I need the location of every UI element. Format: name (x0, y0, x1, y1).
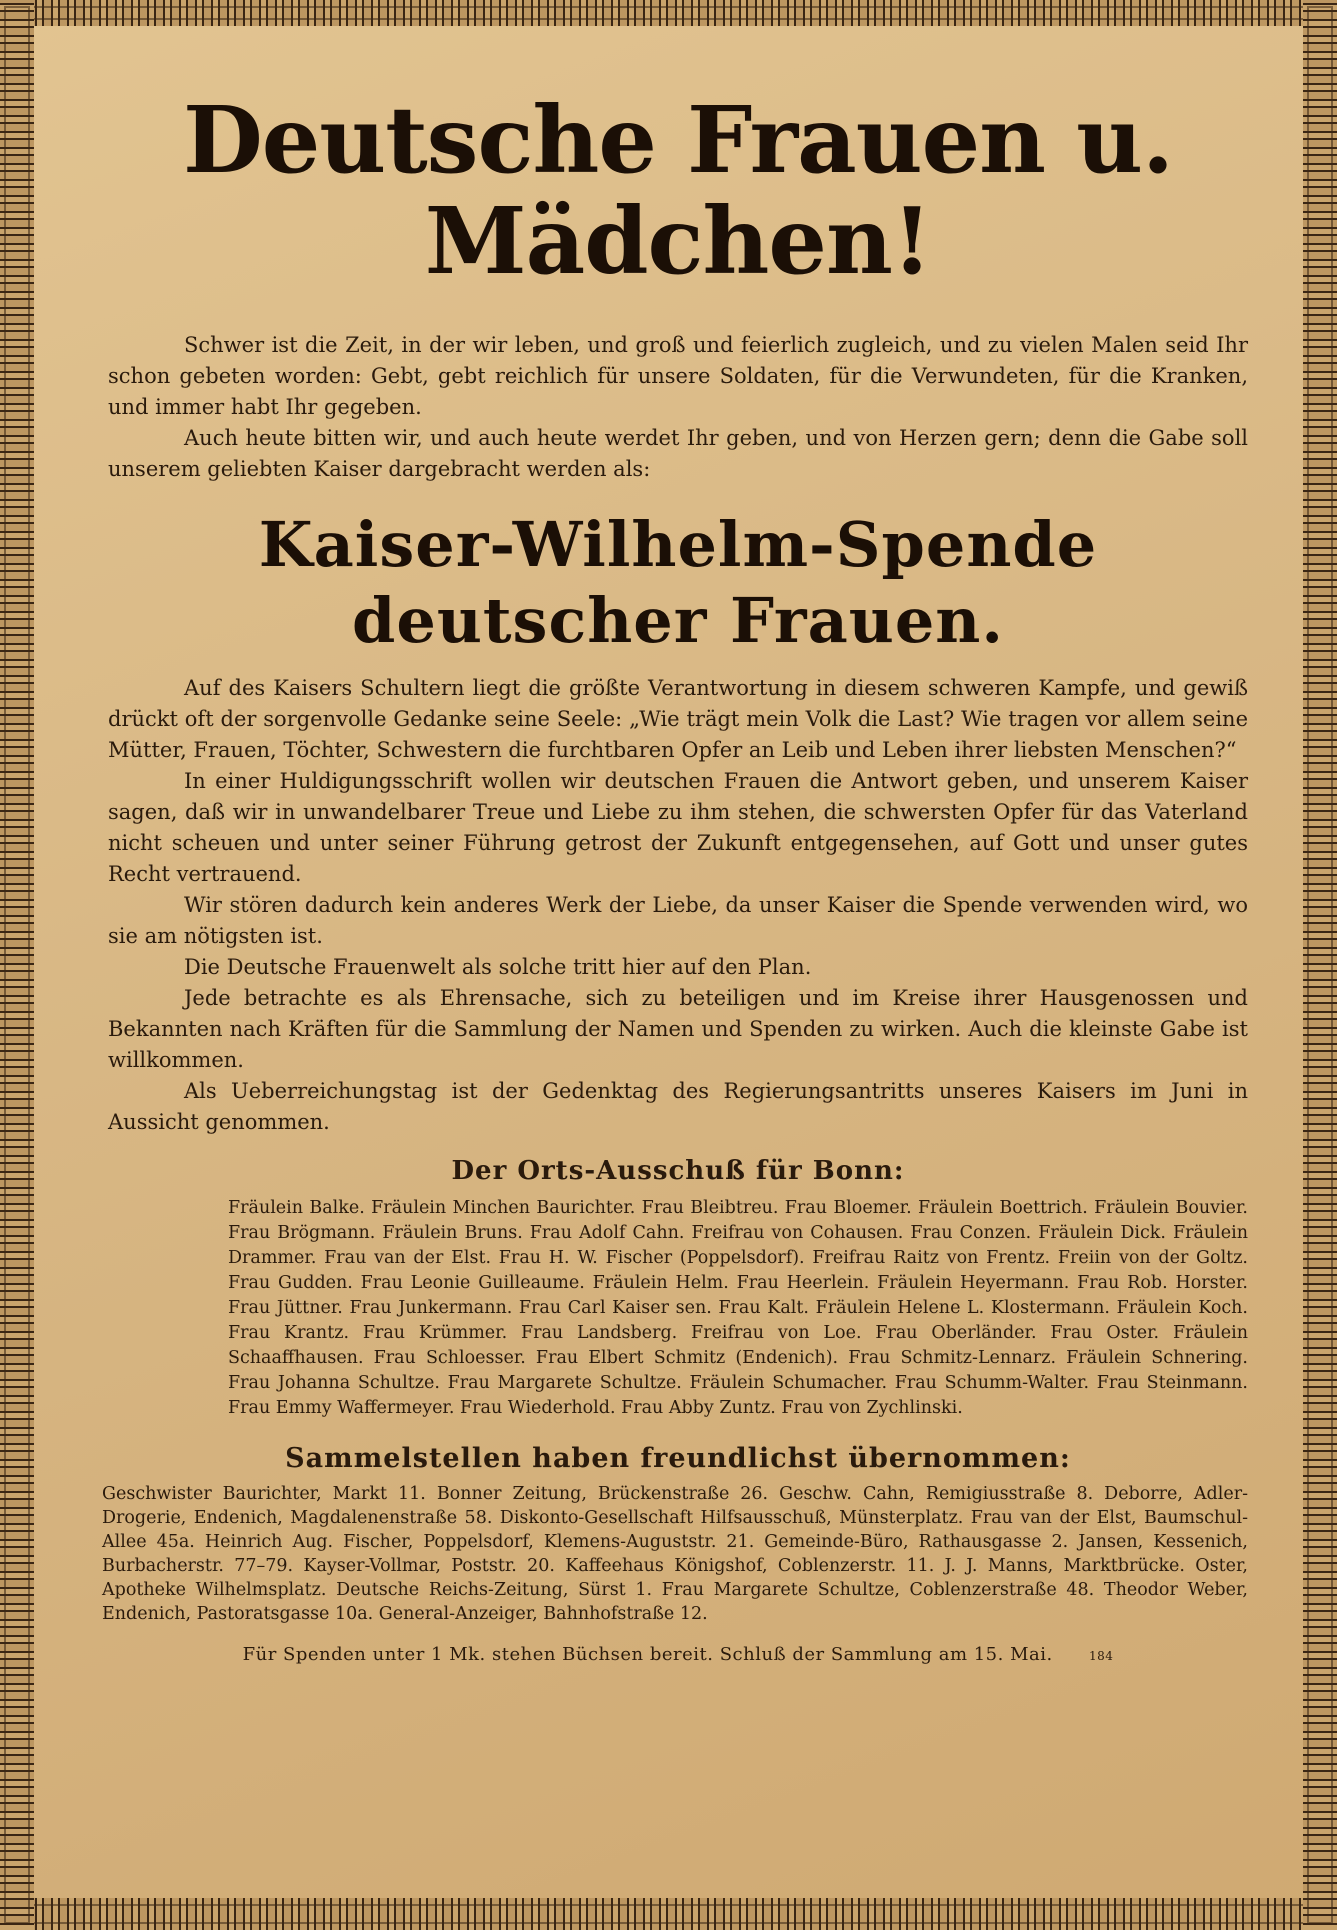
advertisement (102, 86, 1248, 1665)
collection-points-list: Geschwister Baurichter, Markt 11. Bonner Zeitung, Brückenstraße 26. Geschw. Cahn, Remigiusstraße 8. Deborre, Adler-Drogerie, Endenich, Magdalenenstraße 58. Diskonto-Gesellschaft Hilfsausschuß, Münsterplatz. Frau van der Elst, Baumschul-Allee 45a. Heinrich Aug. Fischer, Poppelsdorf, Klemens-Auguststr. 21. Gemeinde-Büro, Rathausgasse 2. Jansen, Kessenich, Burbacherstr. 77–79. Kayser-Vollmar, Poststr. 20. Kaffeehaus Königshof, Coblenzerstr. 11. J. J. Manns, Marktbrücke. Oster, Apotheke Wilhelmsplatz. Deutsche Reichs-Zeitung, Sürst 1. Frau Margarete Schultze, Coblenzerstraße 48. Theodor Weber, Endenich, Pastoratsgasse 10a. General-Anzeiger, Bahnhofstraße 12. (102, 1483, 1248, 1624)
body-paragraph: In einer Huldigungsschrift wollen wir deutschen Frauen die Antwort geben, und unserem Kaiser sagen, daß wir in unwandelbarer Treue und Liebe zu ihm stehen, die schwersten Opfer für das Vaterland nicht scheuen und unter seiner Führung getrost der Zukunft entgegensehen, auf Gott und unser gutes Recht vertrauend. (108, 768, 1248, 886)
campaign-title-line: Kaiser-Wilhelm-Spende (258, 508, 1098, 582)
body-paragraph: Jede betrachte es als Ehrensache, sich zu beteiligen und im Kreise ihrer Hausgenossen und Bekannten nach Kräften für die Sammlung der Namen und Spenden zu wirken. Auch die kleinste Gabe ist willkommen. (108, 985, 1248, 1072)
print-code: 184 (1088, 1648, 1114, 1663)
headline: Deutsche Frauen u. Mädchen! (182, 86, 1173, 296)
committee-heading: Der Orts-Ausschuß für Bonn: (451, 1155, 905, 1186)
body-paragraph: Wir stören dadurch kein anderes Werk der Liebe, da unser Kaiser die Spende verwenden wird, wo sie am nötigsten ist. (108, 892, 1248, 948)
body-paragraph: Die Deutsche Frauenwelt als solche tritt hier auf den Plan. (184, 954, 812, 979)
ornamental-border-right (1303, 0, 1337, 1930)
collection-points-heading: Sammelstellen haben freundlichst übernommen: (285, 1442, 1071, 1474)
intro-paragraph: Auch heute bitten wir, und auch heute werdet Ihr geben, und von Herzen gern; denn die Gabe soll unserem geliebten Kaiser dargebracht werden als: (108, 426, 1248, 482)
body-paragraph: Auf des Kaisers Schultern liegt die größte Verantwortung in diesem schweren Kampfe, und gewiß drückt oft der sorgenvolle Gedanke seine Seele: „Wie trägt mein Volk die Last? Wie tragen vor allem seine Mütter, Frauen, Töchter, Schwestern die furchtbaren Opfer an Leib und Leben ihrer liebsten Menschen?“ (108, 675, 1248, 762)
footer-text: Für Spenden unter 1 Mk. stehen Büchsen bereit. Schluß der Sammlung am 15. Mai. (242, 1643, 1053, 1665)
footer-note (108, 1644, 1248, 1665)
campaign-title-line: deutscher Frauen. (352, 584, 1004, 657)
committee-members: Fräulein Balke. Fräulein Minchen Baurichter. Frau Bleibtreu. Frau Bloemer. Fräulein Boettrich. Fräulein Bouvier. Frau Brögmann. Fräulein Bruns. Frau Adolf Cahn. Freifrau von Cohausen. Frau Conzen. Fräulein Dick. Fräulein Drammer. Frau van der Elst. Frau H. W. Fischer (Poppelsdorf). Freifrau Raitz von Frentz. Freiin von der Goltz. Frau Gudden. Frau Leonie Guilleaume. Fräulein Helm. Frau Heerlein. Fräulein Heyermann. Frau Rob. Horster. Frau Jüttner. Frau Junkermann. Frau Carl Kaiser sen. Frau Kalt. Fräulein Helene L. Klostermann. Fräulein Koch. Frau Krantz. Frau Krümmer. Frau Landsberg. Freifrau von Loe. Frau Oberländer. Frau Oster. Fräulein Schaaffhausen. Frau Schloesser. Frau Elbert Schmitz (Endenich). Frau Schmitz-Lennarz. Fräulein Schnering. Frau Johanna Schultze. Frau Margarete Schultze. Fräulein Schumacher. Frau Schumm-Walter. Frau Steinmann. Frau Emmy Waffermeyer. Frau Wiederhold. Frau Abby Zuntz. Frau von Zychlinski. (228, 1197, 1248, 1418)
ornamental-border-left (0, 0, 34, 1930)
intro-paragraph: Schwer ist die Zeit, in der wir leben, und groß und feierlich zugleich, und zu vielen Malen seid Ihr schon gebeten worden: Gebt, gebt reichlich für unsere Soldaten, für die Verwundeten, für die Kranken, und immer habt Ihr gegeben. (108, 333, 1248, 420)
campaign-title (108, 507, 1248, 658)
ornamental-border-top (0, 0, 1337, 26)
body-paragraph: Als Ueberreichungstag ist der Gedenktag des Regierungsantritts unseres Kaisers im Juni in Aussicht genommen. (108, 1078, 1248, 1134)
ornamental-border-bottom (0, 1898, 1337, 1930)
